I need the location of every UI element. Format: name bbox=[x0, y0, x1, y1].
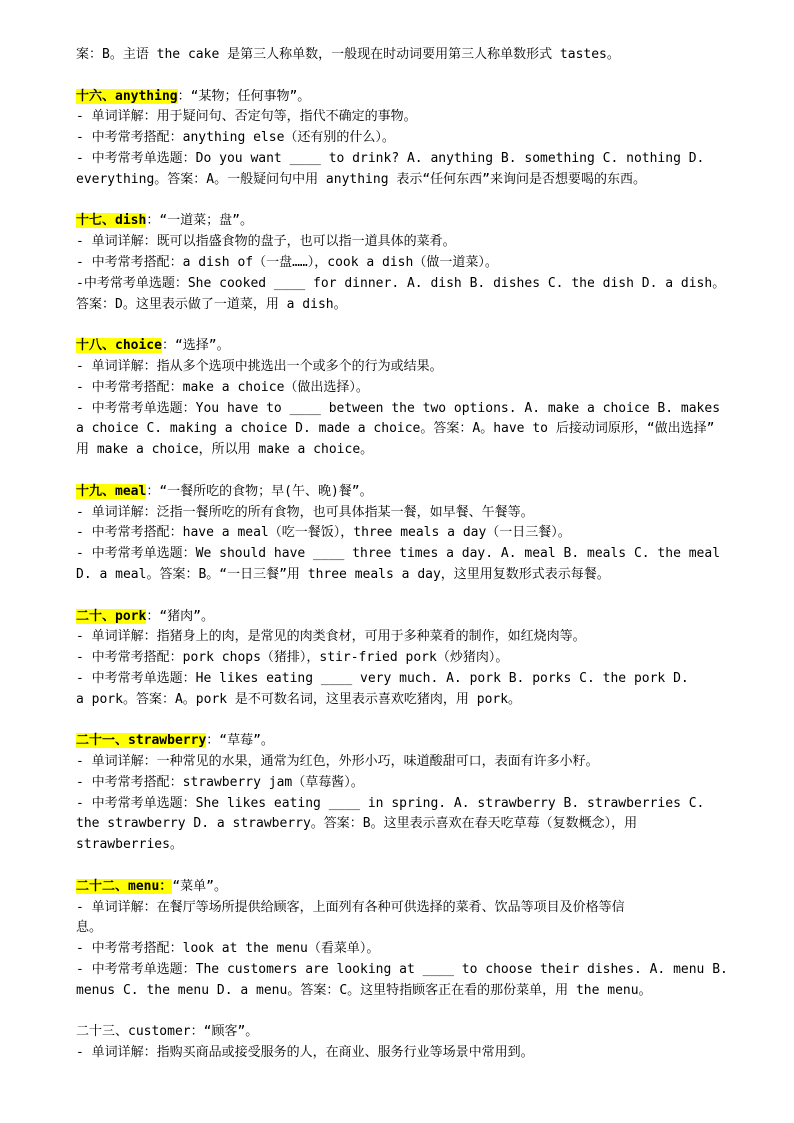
section-line: -中考常考单选题：She cooked ____ for dinner. A. dish B. dishes C. the dish D. a dish。 bbox=[76, 275, 726, 291]
section-title bbox=[76, 731, 748, 752]
section-meaning: ：“某物；任何事物”。 bbox=[177, 88, 311, 104]
section-meaning: ：“一餐所吃的食物；早(午、晚)餐”。 bbox=[146, 483, 373, 499]
section-meaning: “菜单”。 bbox=[172, 878, 227, 894]
intro-line: 案：B。主语 the cake 是第三人称单数，一般现在时动词要用第三人称单数形式 tastes。 bbox=[76, 47, 620, 62]
section-line: - 单词详解：指猪身上的肉，是常见的肉类食材，可用于多种菜肴的制作，如红烧肉等。 bbox=[76, 629, 586, 645]
section-line: - 中考常考搭配：pork chops（猪排），stir-fried pork（炒猪肉）。 bbox=[76, 650, 509, 666]
section-line: - 单词详解：指从多个选项中挑选出一个或多个的行为或结果。 bbox=[76, 358, 443, 374]
section-title bbox=[76, 607, 748, 628]
section-line: - 中考常考单选题：She likes eating ____ in spring. A. strawberry B. strawberries C. bbox=[76, 795, 705, 811]
section-gap bbox=[76, 1002, 748, 1023]
section-line: - 中考常考搭配：a dish of（一盘……），cook a dish（做一道菜）。 bbox=[76, 254, 498, 270]
document-page bbox=[76, 45, 748, 1064]
section-gap bbox=[76, 191, 748, 212]
section-line: strawberries。 bbox=[76, 837, 183, 853]
section-line: - 中考常考搭配：look at the menu（看菜单）。 bbox=[76, 941, 380, 957]
section-headword: 十六、anything bbox=[76, 88, 178, 104]
section-line: - 中考常考单选题：Do you want ____ to drink? A. anything B. something C. nothing D. bbox=[76, 150, 705, 166]
section-title bbox=[76, 877, 748, 898]
section-headword: 十七、dish bbox=[76, 213, 147, 229]
section-title bbox=[76, 1022, 748, 1043]
section-line: - 单词详解：指购买商品或接受服务的人，在商业、服务行业等场景中常用到。 bbox=[76, 1045, 534, 1061]
section-line: - 单词详解：用于疑问句、否定句等，指代不确定的事物。 bbox=[76, 109, 417, 125]
section-line: - 中考常考单选题：You have to ____ between the two options. A. make a choice B. makes bbox=[76, 400, 721, 416]
section-headword: 十九、meal bbox=[76, 483, 147, 499]
section-line: 用 make a choice，所以用 make a choice。 bbox=[76, 442, 374, 458]
section-line: - 单词详解：一种常见的水果，通常为红色，外形小巧，味道酸甜可口，表面有许多小籽。 bbox=[76, 754, 599, 770]
section-headword: 十八、choice bbox=[76, 338, 162, 354]
section-line: - 单词详解：泛指一餐所吃的所有食物，也可具体指某一餐，如早餐、午餐等。 bbox=[76, 504, 534, 520]
section-headword: 二十三、customer bbox=[76, 1024, 191, 1040]
section-line: 息。 bbox=[76, 920, 103, 936]
section-line: - 中考常考单选题：We should have ____ three times a day. A. meal B. meals C. the meal bbox=[76, 546, 721, 562]
section-meaning: ：“草莓”。 bbox=[206, 733, 274, 749]
section-line: D. a meal。答案：B。“一日三餐”用 three meals a day，这里用复数形式表示每餐。 bbox=[76, 566, 610, 582]
section-line: - 中考常考单选题：He likes eating ____ very much. A. pork B. porks C. the pork D. bbox=[76, 670, 689, 686]
section-line: menus C. the menu D. a menu。答案：C。这里特指顾客正在看的那份菜单，用 the menu。 bbox=[76, 982, 652, 998]
section-title bbox=[76, 211, 748, 232]
section-meaning: ：“顾客”。 bbox=[190, 1024, 259, 1040]
section-title bbox=[76, 336, 748, 357]
section-headword: 二十、pork bbox=[76, 608, 147, 624]
section-gap bbox=[76, 711, 748, 732]
section-gap bbox=[76, 315, 748, 336]
section-line: - 单词详解：在餐厅等场所提供给顾客，上面列有各种可供选择的菜肴、饮品等项目及价格等信 bbox=[76, 899, 625, 915]
section-title bbox=[76, 482, 748, 503]
section-line: a choice C. making a choice D. made a choice。答案：A。have to 后接动词原形，“做出选择” bbox=[76, 421, 715, 437]
section-line: 答案：D。这里表示做了一道菜，用 a dish。 bbox=[76, 296, 347, 312]
section-line: - 中考常考搭配：have a meal（吃一餐饭），three meals a day（一日三餐）。 bbox=[76, 525, 571, 541]
section-gap bbox=[76, 856, 748, 877]
section-gap bbox=[76, 461, 748, 482]
section-headword: 二十一、strawberry bbox=[76, 733, 207, 749]
section-line: - 中考常考单选题：The customers are looking at ____ to choose their dishes. A. menu B. bbox=[76, 962, 728, 978]
section-line: - 中考常考搭配：anything else（还有别的什么）。 bbox=[76, 130, 395, 146]
section-headword: 二十二、menu： bbox=[76, 878, 173, 894]
section-line: - 中考常考搭配：make a choice（做出选择）。 bbox=[76, 379, 369, 395]
section-line: a pork。答案：A。pork 是不可数名词，这里表示喜欢吃猪肉，用 pork。 bbox=[76, 691, 522, 707]
section-title bbox=[76, 87, 748, 108]
section-meaning: ：“一道菜；盘”。 bbox=[146, 213, 253, 229]
section-gap bbox=[76, 586, 748, 607]
section-line: - 中考常考搭配：strawberry jam（草莓酱）。 bbox=[76, 774, 364, 790]
section-line: the strawberry D. a strawberry。答案：B。这里表示喜欢在春天吃草莓（复数概念），用 bbox=[76, 816, 638, 832]
section-meaning: ：“选择”。 bbox=[161, 338, 230, 354]
section-line: everything。答案：A。一般疑问句中用 anything 表示“任何东西”来询问是否想要喝的东西。 bbox=[76, 171, 647, 187]
section-gap bbox=[76, 66, 748, 87]
section-line: - 单词详解：既可以指盛食物的盘子，也可以指一道具体的菜肴。 bbox=[76, 234, 456, 250]
section-meaning: ：“猪肉”。 bbox=[146, 608, 214, 624]
